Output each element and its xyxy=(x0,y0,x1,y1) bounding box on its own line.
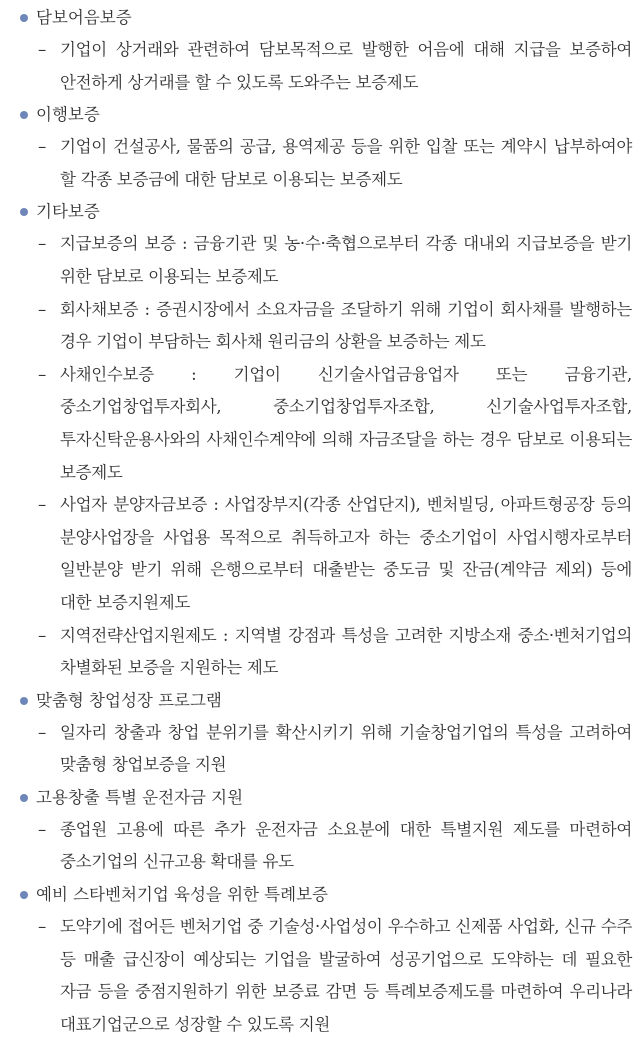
dash-icon: – xyxy=(38,722,47,742)
list-item-text: 사업자 분양자금보증 : 사업장부지(각종 산업단지), 벤처빌딩, 아파트형공장 등의 분양사업장을 사업용 목적으로 취득하고자 하는 중소기업이 사업시행자로부터 일반분양 받기 위해 은행으로부터 대출받는 중도금 및 잔금(계약금 제외) 등에 대한 보증지원제도 xyxy=(60,495,632,612)
list-item-text: 기업이 건설공사, 물품의 공급, 용역제공 등을 위한 입찰 또는 계약시 납부하여야 할 각종 보증금에 대한 담보로 이용되는 보증제도 xyxy=(60,137,632,189)
section-heading xyxy=(0,879,640,911)
section-title-text: 고용창출 특별 운전자금 지원 xyxy=(36,787,244,807)
list-item xyxy=(0,228,640,293)
section-heading xyxy=(0,196,640,228)
list-item-text: 사채인수보증 : 기업이 신기술사업금융업자 또는 금융기관, 중소기업창업투자회사, 중소기업창업투자조합, 신기술사업투자조합, 투자신탁운용사와의 사채인수계약에 의해 자금조달을 하는 경우 담보로 이용되는 보증제도 xyxy=(60,364,632,482)
dash-icon: – xyxy=(38,819,47,839)
section-heading xyxy=(0,99,640,131)
section-heading xyxy=(0,782,640,814)
list-item xyxy=(0,911,640,1041)
dash-icon: – xyxy=(38,137,47,157)
list-item xyxy=(0,814,640,879)
list-item-text: 지급보증의 보증 : 금융기관 및 농·수·축협으로부터 각종 대내외 지급보증을 받기 위한 담보로 이용되는 보증제도 xyxy=(60,234,632,286)
list-item xyxy=(0,131,640,196)
section-star-venture-special-guarantee xyxy=(0,879,640,1041)
list-item xyxy=(0,294,640,359)
list-item-text: 회사채보증 : 증권시장에서 소요자금을 조달하기 위해 기업이 회사채를 발행하는 경우 기업이 부담하는 회사채 원리금의 상환을 보증하는 제도 xyxy=(60,299,632,352)
list-item xyxy=(0,620,640,685)
dash-icon: – xyxy=(38,917,47,937)
section-title-text: 담보어음보증 xyxy=(36,8,132,27)
dash-icon: – xyxy=(38,299,47,319)
list-item xyxy=(0,489,640,619)
section-heading xyxy=(0,2,640,34)
section-other-guarantees xyxy=(0,196,640,684)
bullet-icon xyxy=(20,111,28,119)
bullet-icon xyxy=(20,891,28,899)
section-heading xyxy=(0,685,640,717)
list-item xyxy=(0,34,640,99)
list-item-text: 기업이 상거래와 관련하여 담보목적으로 발행한 어음에 대해 지급을 보증하여 안전하게 상거래를 할 수 있도록 도와주는 보증제도 xyxy=(60,40,632,92)
list-item-text: 도약기에 접어든 벤처기업 중 기술성·사업성이 우수하고 신제품 사업화, 신규 수주 등 매출 급신장이 예상되는 기업을 발굴하여 성공기업으로 도약하는 데 필요한 자금 등을 중점지원하기 위한 보증료 감면 등 특례보증제도를 마련하여 우리나라 대표기업군으로 성장할 수 있도록 지원 xyxy=(60,917,632,1034)
list-item-text: 종업원 고용에 따른 추가 운전자금 소요분에 대한 특별지원 제도를 마련하여 중소기업의 신규고용 확대를 유도 xyxy=(60,819,632,872)
list-item-text: 일자리 창출과 창업 분위기를 확산시키기 위해 기술창업기업의 특성을 고려하여 맞춤형 창업보증을 지원 xyxy=(60,722,632,775)
list-item-text: 지역전략산업지원제도 : 지역별 강점과 특성을 고려한 지방소재 중소·벤처기업의 차별화된 보증을 지원하는 제도 xyxy=(60,625,632,678)
section-employment-working-capital xyxy=(0,782,640,879)
section-performance-guarantee xyxy=(0,99,640,196)
section-title-text: 예비 스타벤처기업 육성을 위한 특례보증 xyxy=(36,885,328,905)
bullet-icon xyxy=(20,14,28,22)
dash-icon: – xyxy=(38,625,47,645)
section-collateral-note-guarantee xyxy=(0,2,640,99)
dash-icon: – xyxy=(38,40,47,59)
list-item xyxy=(0,717,640,782)
section-title-text: 기타보증 xyxy=(36,202,100,222)
section-title-text: 맞춤형 창업성장 프로그램 xyxy=(36,690,222,710)
dash-icon: – xyxy=(38,234,47,254)
section-title-text: 이행보증 xyxy=(36,105,100,125)
list-item xyxy=(0,359,640,489)
bullet-icon xyxy=(20,208,28,216)
bullet-icon xyxy=(20,794,28,802)
section-startup-growth-program xyxy=(0,685,640,782)
bullet-icon xyxy=(20,697,28,705)
dash-icon: – xyxy=(38,495,47,515)
dash-icon: – xyxy=(38,364,47,384)
